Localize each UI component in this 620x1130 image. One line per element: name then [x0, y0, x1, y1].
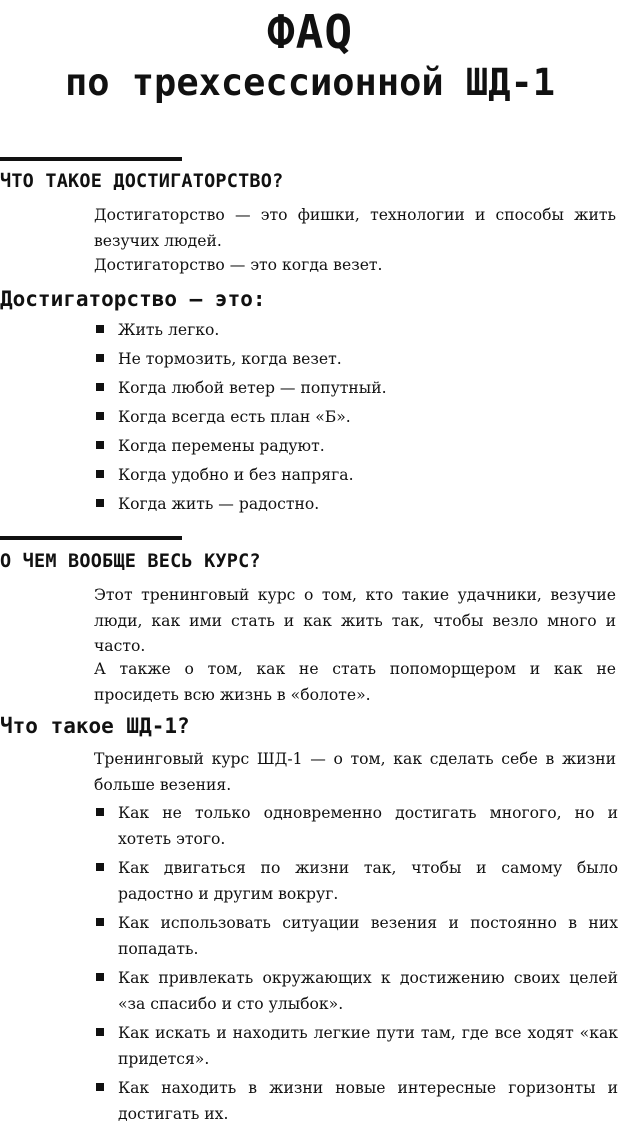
- section-heading-what-is-dostigatorstvo: ЧТО ТАКОЕ ДОСТИГАТОРСТВО?: [0, 171, 284, 192]
- section-heading-what-is-course-about: О ЧЕМ ВООБЩЕ ВЕСЬ КУРС?: [0, 551, 261, 572]
- section-3-paragraph-1: Этот тренинговый курс о том, кто такие удачники, везучие люди, как ими стать и как жить так, чтобы везло много и часто.: [94, 586, 616, 655]
- section-heading-what-is-shd-1: Что такое ШД-1?: [0, 714, 190, 738]
- bullet-icon: [96, 354, 104, 362]
- list-item: Когда любой ветер — попутный.: [94, 375, 618, 401]
- section-heading-dostigatorstvo-is: Достигаторство – это:: [0, 287, 266, 311]
- shd-1-list: [94, 800, 618, 1130]
- document-title: [0, 6, 620, 106]
- list-item: Как использовать ситуации везения и постоянно в них попадать.: [94, 910, 618, 962]
- list-item: Когда перемены радуют.: [94, 433, 618, 459]
- bullet-icon: [96, 412, 104, 420]
- title-line-2: по трехсессионной ШД-1: [64, 61, 556, 104]
- section-divider-1: [0, 157, 182, 161]
- list-item: Жить легко.: [94, 317, 618, 343]
- bullet-icon: [96, 918, 104, 926]
- section-1-paragraph-2: Достигаторство — это когда везет.: [94, 256, 383, 274]
- bullet-icon: [96, 325, 104, 333]
- list-item: Как находить в жизни новые интересные горизонты и достигать их.: [94, 1075, 618, 1127]
- list-item: Как искать и находить легкие пути там, где все ходят «как придется».: [94, 1020, 618, 1072]
- bullet-icon: [96, 441, 104, 449]
- list-item: Как двигаться по жизни так, чтобы и самому было радостно и другим вокруг.: [94, 855, 618, 907]
- title-line-1: ФАQ: [266, 5, 354, 59]
- bullet-icon: [96, 863, 104, 871]
- bullet-icon: [96, 973, 104, 981]
- list-item: Как не только одновременно достигать многого, но и хотеть этого.: [94, 800, 618, 852]
- list-item: Не тормозить, когда везет.: [94, 346, 618, 372]
- list-item: Как привлекать окружающих к достижению своих целей «за спасибо и сто улыбок».: [94, 965, 618, 1017]
- bullet-icon: [96, 1028, 104, 1036]
- bullet-icon: [96, 499, 104, 507]
- list-item: Когда удобно и без напряга.: [94, 462, 618, 488]
- bullet-icon: [96, 383, 104, 391]
- section-4-intro: Тренинговый курс ШД-1 — о том, как сделать себе в жизни больше везения.: [94, 750, 616, 794]
- bullet-icon: [96, 808, 104, 816]
- section-divider-2: [0, 536, 182, 540]
- bullet-icon: [96, 470, 104, 478]
- bullet-icon: [96, 1083, 104, 1091]
- list-item: Когда всегда есть план «Б».: [94, 404, 618, 430]
- section-1-paragraph-1: Достигаторство — это фишки, технологии и способы жить везучих людей.: [94, 206, 616, 250]
- dostigatorstvo-list: [94, 317, 618, 520]
- section-3-paragraph-2: А также о том, как не стать попоморщером и как не просидеть всю жизнь в «болоте».: [94, 660, 616, 704]
- list-item: Когда жить — радостно.: [94, 491, 618, 517]
